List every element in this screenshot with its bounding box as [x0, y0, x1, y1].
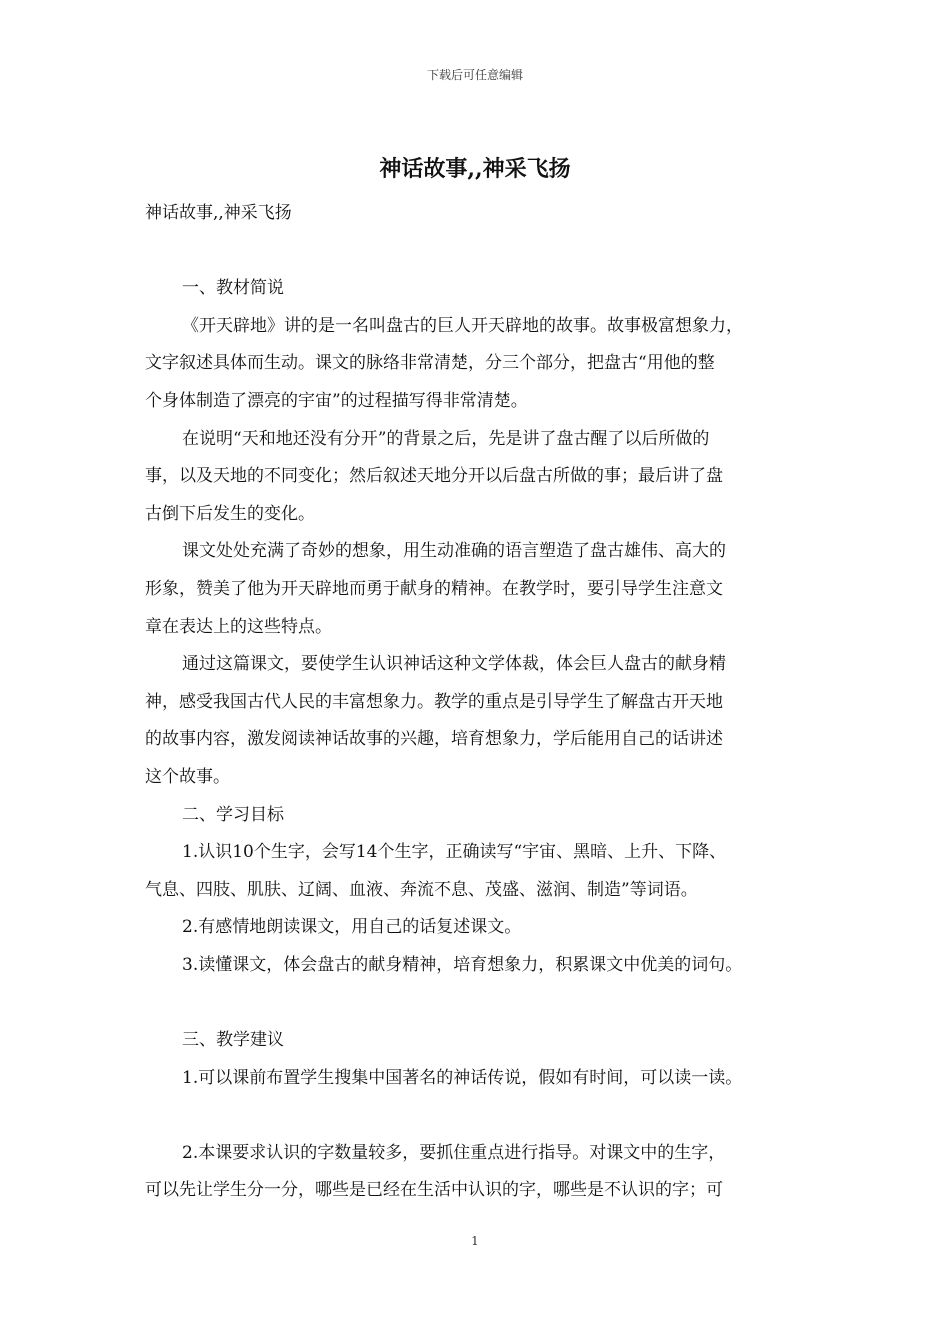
- paragraph-line: 章在表达上的这些特点。: [145, 616, 332, 637]
- paragraph-line: 课文处处充满了奇妙的想象，用生动准确的语言塑造了盘古雄伟、高大的: [182, 541, 726, 562]
- list-item-line: 2.本课要求认识的字数量较多，要抓住重点进行指导。对课文中的生字，: [182, 1142, 726, 1163]
- list-item-line: 可以先让学生分一分，哪些是已经在生活中认识的字，哪些是不认识的字；可: [145, 1180, 723, 1201]
- blank-line: [145, 984, 825, 1022]
- list-item-line: 1.可以课前布置学生搜集中国著名的神话传说，假如有时间，可以读一读。: [182, 1067, 743, 1088]
- list-item-line: 1.认识10个生字，会写14个生字，正确读写“宇宙、黑暗、上升、下降、: [182, 842, 727, 863]
- paragraph-line: 古倒下后发生的变化。: [145, 503, 315, 524]
- section-heading: 二、学习目标: [182, 804, 284, 825]
- paragraph-line: 文字叙述具体而生动。课文的脉络非常清楚，分三个部分，把盘古“用他的整: [145, 353, 715, 374]
- list-item-line: 2.有感情地朗读课文，用自己的话复述课文。: [182, 917, 522, 938]
- list-item-line: 3.读懂课文，体会盘古的献身精神，培育想象力，积累课文中优美的词句。: [182, 954, 743, 975]
- paragraph-line: 《开天辟地》讲的是一名叫盘古的巨人开天辟地的故事。故事极富想象力，: [182, 315, 743, 336]
- page-header: 下载后可任意编辑: [426, 68, 523, 82]
- paragraph-line: 这个故事。: [145, 766, 230, 787]
- document-title: 神话故事,,神采飞扬: [379, 156, 571, 182]
- blank-line: [145, 1097, 825, 1135]
- paragraph-line: 事，以及天地的不同变化；然后叙述天地分开以后盘古所做的事；最后讲了盘: [145, 466, 723, 487]
- paragraph-line: 形象，赞美了他为开天辟地而勇于献身的精神。在教学时，要引导学生注意文: [145, 578, 723, 599]
- paragraph-line: 在说明“天和地还没有分开”的背景之后，先是讲了盘古醒了以后所做的: [182, 428, 710, 449]
- paragraph-line: 通过这篇课文，要使学生认识神话这种文学体裁，体会巨人盘古的献身精: [182, 654, 726, 675]
- document-body: [145, 195, 825, 1210]
- paragraph-line: 神，感受我国古代人民的丰富想象力。教学的重点是引导学生了解盘古开天地: [145, 691, 723, 712]
- section-heading: 三、教学建议: [182, 1030, 284, 1051]
- paragraph-line: 的故事内容，激发阅读神话故事的兴趣，培育想象力，学后能用自己的话讲述: [145, 729, 723, 750]
- list-item-line: 气息、四肢、肌肤、辽阔、血液、奔流不息、茂盛、滋润、制造”等词语。: [145, 879, 698, 900]
- paragraph-line: 个身体制造了漂亮的宇宙”的过程描写得非常清楚。: [145, 390, 528, 411]
- blank-line: [145, 233, 825, 271]
- document-subtitle: 神话故事,,神采飞扬: [145, 203, 292, 223]
- page-number: 1: [471, 1234, 479, 1248]
- section-heading: 一、教材简说: [182, 278, 284, 299]
